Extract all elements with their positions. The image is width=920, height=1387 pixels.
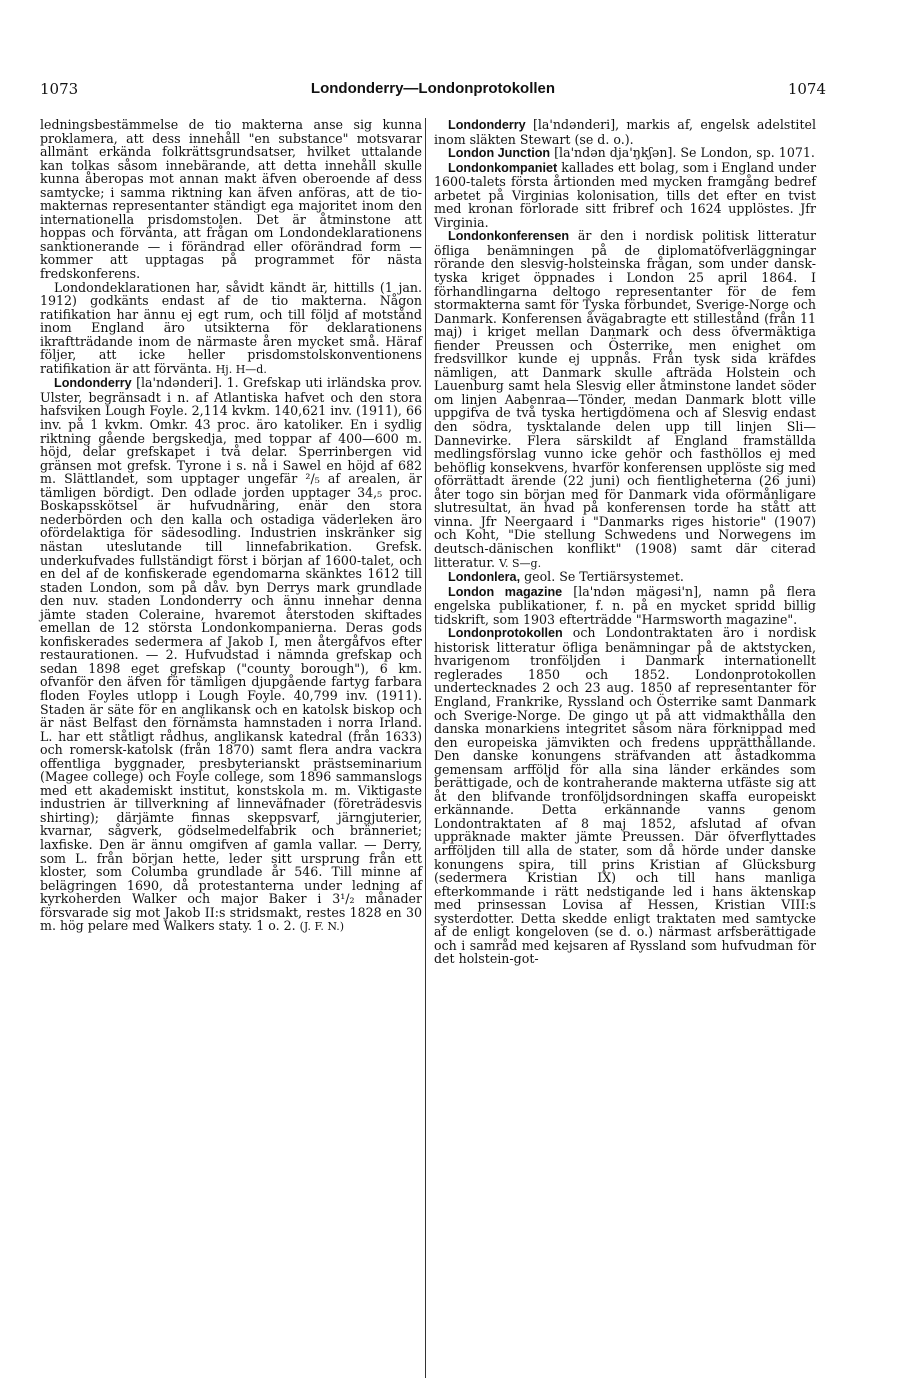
column-divider bbox=[425, 118, 426, 1378]
page-number-left: 1073 bbox=[40, 80, 79, 98]
entry: London magazine [la'ndən mägəsi'n], namn på flera engelska publikationer, f. n. på en mycket spridd billig tidskrift, som 1903 efterträdde "Harmsworth magazine". bbox=[434, 583, 817, 627]
headword: Londonkompaniet bbox=[448, 160, 558, 175]
headword: Londonprotokollen bbox=[448, 626, 563, 641]
left-column bbox=[40, 118, 422, 934]
entry: Londonprotokollen och Londontraktaten äro i nordisk historisk litteratur öfliga benämningar på de aktstycken, hvarigenom tronföljden i Danmark internationellt reglerades 1850 och 1852. Londonprotokollen undertecknades 2 och 23 aug. 1850 af representanter för England, Frankrike, Ryssland och Österrike samt Danmark och Sverige-Norge. De gingo ut på att vidmakthålla den danska monarkiens integritet såsom nära förknippad med den europeiska jämvikten och fredens upprätthållande. Den danske konungens sträfvanden att åstadkomma gemensam arfföljd för alla sina länder erkändes som berättigade, och de kontraherande makterna utfäste sig att åt den blifvande tronföljdsordningen skaffa europeiskt erkännande. Detta erkännande vanns genom Londontraktaten af 8 maj 1852, afslutad af ofvan uppräknade makter jämte Preussen. Där öfverflyttades arfföljden till alla de stater, som då hörde under danske konungens spira, till prins Kristian af Glücksburg (sedermera Kristian IX) och till hans manliga efterkommande i rätt nedstigande led i hans äktenskap med prinsessan Lovisa af Hessen, Kristian VIII:s systerdotter. Detta skedde enligt traktaten med samtycke af de enligt kongeloven (se d. o.) närmast arfsberättigade och i samråd med kejsaren af Ryssland som hufvudman för det holstein-got- bbox=[434, 625, 816, 967]
entry: Londonderry [la'ndənderi], markis af, engelsk adelstitel inom släkten Stewart (se d. o.). bbox=[434, 117, 816, 147]
author-signature: V. S—g. bbox=[499, 556, 542, 570]
headword: London Junction bbox=[448, 146, 551, 161]
entry: Londonkonferensen är den i nordisk politisk litteratur öfliga benämningen på de diplomatöfverläggningar rörande den slesvig-holsteinska frågan, som under dansk-tyska kriget öppnades i London 25 april 1864. I förhandlingarna deltogo representanter för de fem stormakterna samt för Tyska förbundet, Sverige-Norge och Danmark. Konferensen åvägabragte ett stillestånd (från 11 maj) i kriget mellan Danmark och dess öfvermäktiga fiender Preussen och Österrike, men enighet om fredsvillkor kunde ej uppnås. Från tysk sida kräfdes nämligen, att Danmark skulle afträda Holstein och Lauenburg samt hela Slesvig eller åtminstone landet söder om linjen Aabenraa—Tönder, medan Danmark blott ville uppgifva de två tyska hertigdömena och af Slesvig endast den södra, tysktalande delen upp till linjen Sli—Dannevirke. Flera särskildt af England framställda medlingsförslag vunno icke gehör och fasthöllos ej med behöflig konsekvens, hvarför konferensen upplöste sig med oförrättadt ärende (22 juni) och fientligheterna (26 juni) åter togo sin början med för Danmark vida oförmånligare slutresultat, än hvad på konferensen torde ha stått att vinna. Jfr Neergaard i "Danmarks riges historie" (1907) och Koht, "Die stellung Schwedens und Norwegens im deutsch-dänischen konflikt" (1908) samt där citerad litteratur. V. S—g. bbox=[434, 228, 816, 570]
right-column bbox=[434, 118, 816, 966]
page-header bbox=[40, 80, 826, 102]
headword: London magazine bbox=[448, 584, 563, 599]
entry-londonderry: Londonderry [la'ndənderi]. 1. Grefskap uti irländska prov. Ulster, begränsadt i n. af Atlantiska hafvet och den stora hafsviken Lough Foyle. 2,114 kvkm. 140,621 inv. (1911), 66 inv. på 1 kvkm. Omkr. 43 proc. äro katoliker. En i sydlig riktning gående bergskedja, med toppar af 400—600 m. höjd, delar grefskapet i två delar. Sperrinbergen vid gränsen mot grefsk. Tyrone i s. nå i Sawel en höjd af 682 m. Slättlandet, som upptager ungefär ²/₅ af arealen, är tämligen bördigt. Den odlade jorden upptager 34,₅ proc. Boskapsskötsel är hufvudnäring, enär den stora nederbörden och den kalla och ostadiga väderleken äro ofördelaktiga för sädesodling. Industrien inskränker sig nästan uteslutande till linnefabrikation. Grefsk. underkufvades fullständigt först i början af 1600-talet, och en del af de konfiskerade egendomarna skänktes 1612 till staden London, som på dåv. byn Derrys mark grundlade den nuv. staden Londonderry och ännu innehar denna jämte staden Coleraine, hvaremot återstoden skiftades emellan de 12 största Londonkompanierna. Deras gods konfiskerades sedermera af Jakob I, men återgåfvos efter restaurationen. — 2. Hufvudstad i nämnda grefskap och sedan 1898 eget grefskap ("county borough"), 6 km. ofvanför den äfven för tämligen djupgående fartyg farbara floden Foyles utlopp i Lough Foyle. 40,799 inv. (1911). Staden är säte för en anglikansk och en katolsk biskop och är näst Belfast den förnämsta hamnstaden i norra Irland. L. har ett ståtligt rådhus, anglikansk katedral (från 1633) och romersk-katolsk (från 1870) samt flera andra vackra offentliga byggnader, presbyterianskt prästseminarium (Magee college) och Foyle college, som 1896 sammanslogs med ett akademiskt institut, konstskola m. m. Viktigaste industrien är tillverkning af linneväfnader (företrädesvis shirting); därjämte finnas skeppsvarf, järngjuterier, kvarnar, sågverk, gödselmedelfabrik och bränneriet; laxfiske. Den är ännu omgifven af gamla vallar. — Derry, som L. från början hette, leder sitt ursprung från ett kloster, som Columba grundlade år 546. Till minne af belägringen 1690, då protestanterna under ledning af kyrkoherden Walker och major Baker i 3¹/₂ månader försvarade sig mot Jakob II:s stridsmakt, restes 1828 en 30 m. hög pelare med Walkers staty. 1 o. 2. (J. F. N.) bbox=[40, 375, 422, 934]
entry: London Junction [la'ndən dja'ŋkʃən]. Se London, sp. 1071. bbox=[448, 145, 815, 161]
author-signature: Hj. H—d. bbox=[215, 362, 267, 376]
headword: Londonlera, bbox=[448, 570, 521, 585]
entry: Londonlera, geol. Se Tertiärsystemet. bbox=[448, 569, 684, 585]
paragraph: Londondeklarationen har, såvidt kändt är, hittills (1 jan. 1912) godkänts endast af de tio makterna. Någon ratifikation har ännu ej egt rum, och till följd af motstånd inom England äro utsikterna för deklarationens ikraftträdande inom de närmaste åren mycket små. Häraf följer, att icke heller prisdomstolskonventionens ratifikation är att förvänta. Hj. H—d. bbox=[40, 279, 422, 376]
paragraph: ledningsbestämmelse de tio makterna anse sig kunna proklamera, att dess innehåll "en substance" motsvarar allmänt erkända folkrättsgrundsatser, hvilket uttalande kan tolkas såsom innebärande, att detta innehåll skulle kunna åberopas mot annan makt äfven oberoende af dess samtycke; i samma riktning kan äfven anföras, att de tio-makternas representanter ständigt ega majoritet inom den internationella prisdomstolen. Det är åtminstone att hoppas och förvänta, att frågan om Londondeklarationens sanktionerande — i förändrad eller oförändrad form — kommer att upptagas på programmet för nästa fredskonferens. bbox=[40, 117, 422, 282]
headword: Londonderry bbox=[448, 118, 526, 132]
page-number-right: 1074 bbox=[787, 80, 826, 98]
headword: Londonderry bbox=[54, 376, 132, 391]
entry: Londonkompaniet kallades ett bolag, som i England under 1600-talets första årtionden med mycken framgång bedref arbetet på Virginias kolonisation, tills det efter en tvist med kronan förlorade sitt fribref och 1624 upplöstes. Jfr Virginia. bbox=[434, 159, 816, 230]
headword: Londonkonferensen bbox=[448, 229, 570, 244]
author-signature: (J. F. N.) bbox=[299, 920, 345, 934]
running-title: Londonderry—Londonprotokollen bbox=[310, 80, 556, 97]
